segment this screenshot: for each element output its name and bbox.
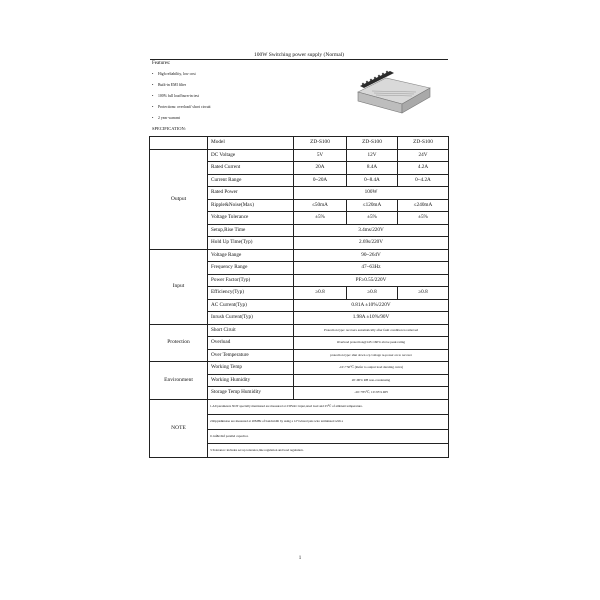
param-label: Inrush Current(Typ) xyxy=(208,312,294,325)
value-cell: ±5% xyxy=(347,212,398,225)
note-line: 3.Tolerance: includes set up tolerance,line regulation and load regulation. xyxy=(208,443,449,457)
note-line: 0.1uf&10uf parallel capacitor. xyxy=(208,429,449,443)
value-cell: 100W xyxy=(294,187,449,200)
value-cell: 24V xyxy=(398,149,449,162)
value-cell: 20~90% RH non-condensing xyxy=(294,374,449,387)
value-cell: ≤240mA xyxy=(398,199,449,212)
value-cell: 4.2A xyxy=(398,162,449,175)
param-label: Setup,Rise Time xyxy=(208,224,294,237)
value-cell: ≥0.8 xyxy=(398,287,449,300)
param-label: Current Range xyxy=(208,174,294,187)
table-row xyxy=(150,362,449,375)
document-title: 100W Switching power supply (Normal) xyxy=(150,52,448,60)
value-cell: -10~+50℃ (Refer to output load derating curve) xyxy=(294,362,449,375)
param-label: Voltage Range xyxy=(208,249,294,262)
param-label: Hold Up Time(Typ) xyxy=(208,237,294,250)
feature-item: • 2 year warrant xyxy=(152,116,180,120)
param-label: Rated Current xyxy=(208,162,294,175)
value-cell: 47~63Hz xyxy=(294,262,449,275)
param-label: Ripple&Noise(Max) xyxy=(208,199,294,212)
table-row xyxy=(150,149,449,162)
value-cell: 0~4.2A xyxy=(398,174,449,187)
value-cell: ≥0.8 xyxy=(347,287,398,300)
param-label: Overload xyxy=(208,337,294,350)
feature-item: • High reliability, low cost xyxy=(152,72,196,76)
power-supply-product-image xyxy=(352,66,432,116)
param-label: Efficiency(Typ) xyxy=(208,287,294,300)
value-cell: 3.4ms/220V xyxy=(294,224,449,237)
note-line: 2.Ripple&noise are measured at 20MHz of bandwidth by using a 12"twisted pair-wire terminated with a xyxy=(208,414,449,429)
note-line: 1.All parameters NOT specially mentioned are measured at 230VAC input,rated load and 25℃ of ambient temperature. xyxy=(208,399,449,414)
value-cell: 8.4A xyxy=(347,162,398,175)
param-label: AC Current(Typ) xyxy=(208,299,294,312)
table-row xyxy=(150,137,449,150)
value-cell: ±5% xyxy=(294,212,347,225)
param-label: Storage Temp Humidity xyxy=(208,387,294,400)
value-cell: 0~20A xyxy=(294,174,347,187)
features-list xyxy=(152,69,211,124)
value-cell: ≤50mA xyxy=(294,199,347,212)
table-row xyxy=(150,249,449,262)
value-cell: 0.81A ±10%/220V xyxy=(294,299,449,312)
param-label: Voltage Tolerance xyxy=(208,212,294,225)
param-label: DC Voltage xyxy=(208,149,294,162)
table-row xyxy=(150,399,449,414)
value-cell: 1.98A ±10%/90V xyxy=(294,312,449,325)
value-cell: ±5% xyxy=(398,212,449,225)
model-cell: ZD-S100 xyxy=(398,137,449,150)
param-label: Rated Power xyxy=(208,187,294,200)
param-label: Power Factor(Typ) xyxy=(208,274,294,287)
param-label: Short Ciruit xyxy=(208,324,294,337)
value-cell: 0~8.4A xyxy=(347,174,398,187)
value-cell: ≤120mA xyxy=(347,199,398,212)
category-input: Input xyxy=(150,249,208,324)
param-label: Working Temp xyxy=(208,362,294,375)
param-label: Over Temperature xyxy=(208,349,294,362)
model-label: Model xyxy=(208,137,294,150)
param-label: Working Humidity xyxy=(208,374,294,387)
value-cell: Overload protection@145~160% above peak rating xyxy=(294,337,449,350)
param-label: Frequency Range xyxy=(208,262,294,275)
table-row xyxy=(150,324,449,337)
value-cell: protection type: shut down o/p voltage re-power on to recover xyxy=(294,349,449,362)
specification-heading: SPECIFICATION: xyxy=(152,126,187,131)
value-cell: 12V xyxy=(347,149,398,162)
value-cell: PF≥0.55/220V xyxy=(294,274,449,287)
page-number: 1 xyxy=(298,556,302,561)
value-cell: 20A xyxy=(294,162,347,175)
category-protection: Protection xyxy=(150,324,208,362)
category-note: NOTE xyxy=(150,399,208,457)
category-environment: Environment xyxy=(150,362,208,400)
value-cell: Protection type: recovers automatically after fault condition is removed xyxy=(294,324,449,337)
value-cell: 2.69s/220V xyxy=(294,237,449,250)
value-cell: -20~+85℃, 10~95% RH xyxy=(294,387,449,400)
value-cell: ≥0.8 xyxy=(294,287,347,300)
value-cell: 90~264V xyxy=(294,249,449,262)
feature-item: • Protections: overload/ short circuit xyxy=(152,105,211,109)
specification-table xyxy=(149,136,449,458)
feature-item: • Built-in EMI filter xyxy=(152,83,187,87)
model-cell: ZD-S100 xyxy=(294,137,347,150)
model-cell: ZD-S100 xyxy=(347,137,398,150)
table-blank-cell xyxy=(150,137,208,150)
feature-item: • 100% full load burn-in test xyxy=(152,94,199,98)
value-cell: 5V xyxy=(294,149,347,162)
category-output: Output xyxy=(150,149,208,249)
features-heading: Features: xyxy=(152,61,171,66)
